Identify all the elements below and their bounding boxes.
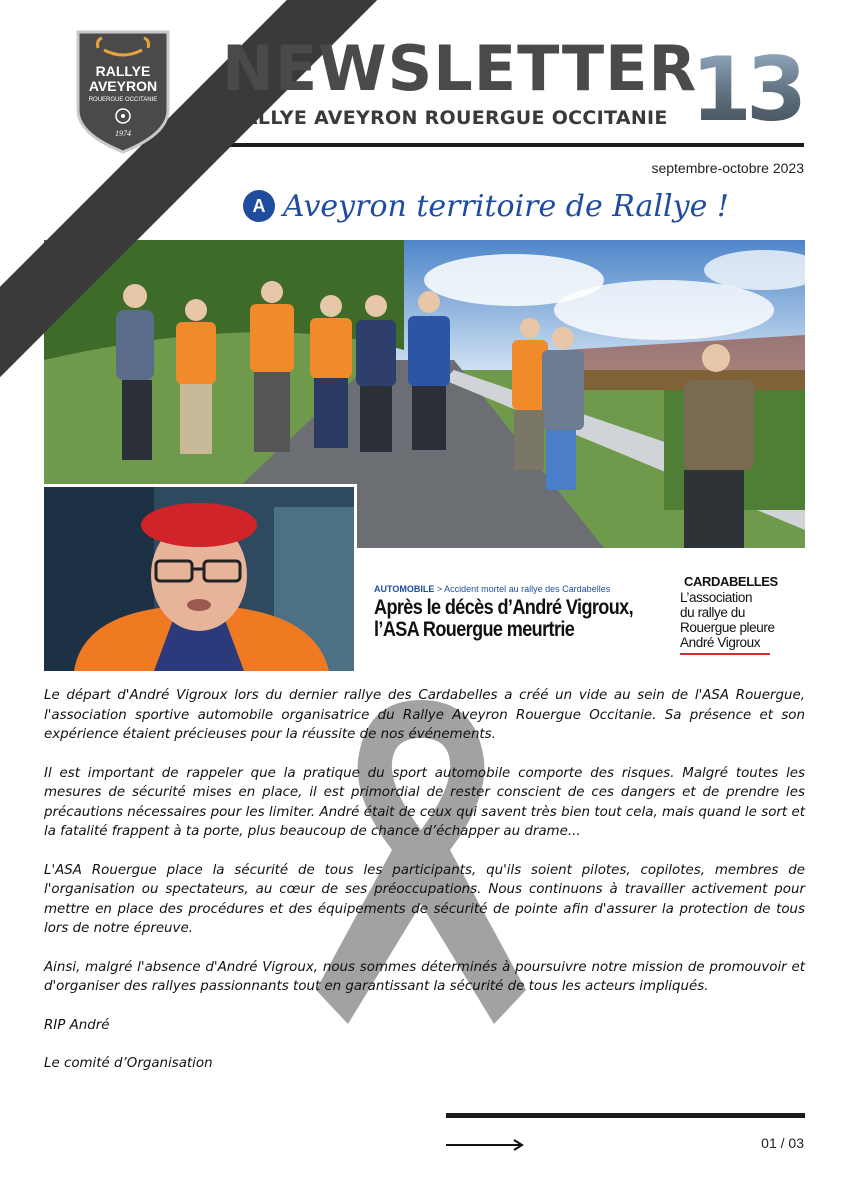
body-paragraph-2: Il est important de rappeler que la pratique du sport automobile comporte des risques. Malgré toutes les mesures de sécurité mises en place, il est primordial de rester conscient de ces dangers et de prendre les précautions nécessaires pour les limiter. André était de ceux qui savent très bien tout cela, mais quand le sort et la fatalité frappent à ta porte, plus beaucoup de chance d’échapper au drame... (44, 765, 805, 839)
article-body (44, 686, 805, 1093)
side-card-line4: André Vigroux (680, 635, 761, 650)
rally-a-badge-icon: A (243, 190, 275, 222)
side-card-tag (680, 574, 778, 589)
body-paragraph-4: Ainsi, malgré l'absence d'André Vigroux, nous sommes déterminés à poursuivre notre mission de promouvoir et d'organiser des rallyes passionnants tout en garantissant la sécurité de tous les acteurs impliqués. (44, 959, 805, 994)
portrait-photo (44, 484, 357, 671)
side-card-line1: L’association (680, 590, 753, 605)
newsletter-title: NEWSLETTER (222, 32, 698, 105)
page-number: 01 / 03 (761, 1135, 804, 1151)
logo-line3: ROUERGUE OCCITANIE (88, 97, 158, 103)
header-rule (222, 143, 804, 147)
logo-year: 1974 (115, 129, 131, 138)
article-clipping (374, 584, 654, 641)
article-headline (374, 597, 649, 641)
logo-line2: AVEYRON (88, 78, 158, 94)
side-card-tag-text: CARDABELLES (684, 574, 778, 589)
body-closing: RIP André (44, 1017, 110, 1033)
side-card (680, 574, 778, 655)
body-signature: Le comité d’Organisation (44, 1056, 213, 1071)
body-paragraph-1: Le départ d'André Vigroux lors du dernier rallye des Cardabelles a créé un vide au sein de l'ASA Rouergue, l'association sportive automobile organisatrice du Rallye Aveyron Rouergue Occitanie. Sa présence et son expérience étaient précieuses pour la réussite de nos événements. (44, 688, 805, 742)
footer-rule (446, 1113, 805, 1118)
article-section: AUTOMOBILE (374, 584, 435, 594)
side-card-rule (680, 653, 770, 655)
article-breadcrumb: > Accident mortel au rallye des Cardabelles (436, 584, 611, 594)
article-headline-line2: l’ASA Rouergue meurtrie (374, 618, 575, 641)
logo-line1: RALLYE (95, 63, 151, 79)
side-card-line2: du rallye du (680, 605, 745, 620)
side-card-body (680, 590, 790, 650)
arrow-right-icon[interactable] (446, 1138, 526, 1152)
article-headline-line1: Après le décès d’André Vigroux, (374, 596, 634, 619)
issue-date: septembre-octobre 2023 (651, 160, 804, 176)
article-meta (374, 584, 654, 594)
newsletter-subtitle: RALLYE AVEYRON ROUERGUE OCCITANIE (228, 107, 668, 129)
section-banner (243, 186, 729, 226)
issue-number (690, 38, 802, 141)
issue-number-text: 13 (690, 38, 802, 141)
rallye-aveyron-logo-icon (72, 26, 174, 156)
side-card-line3: Rouergue pleure (680, 620, 775, 635)
body-paragraph-3: L'ASA Rouergue place la sécurité de tous les participants, qu'ils soient pilotes, copilotes, membres de l'organisation ou spectateurs, au cœur de ses préoccupations. Nous continuons à travailler activement pour mettre en place des procédures et des équipements de sécurité de pointe afin d'assurer la protection de tous lors de notre épreuve. (44, 862, 805, 936)
banner-text: Aveyron territoire de Rallye ! (283, 188, 729, 224)
